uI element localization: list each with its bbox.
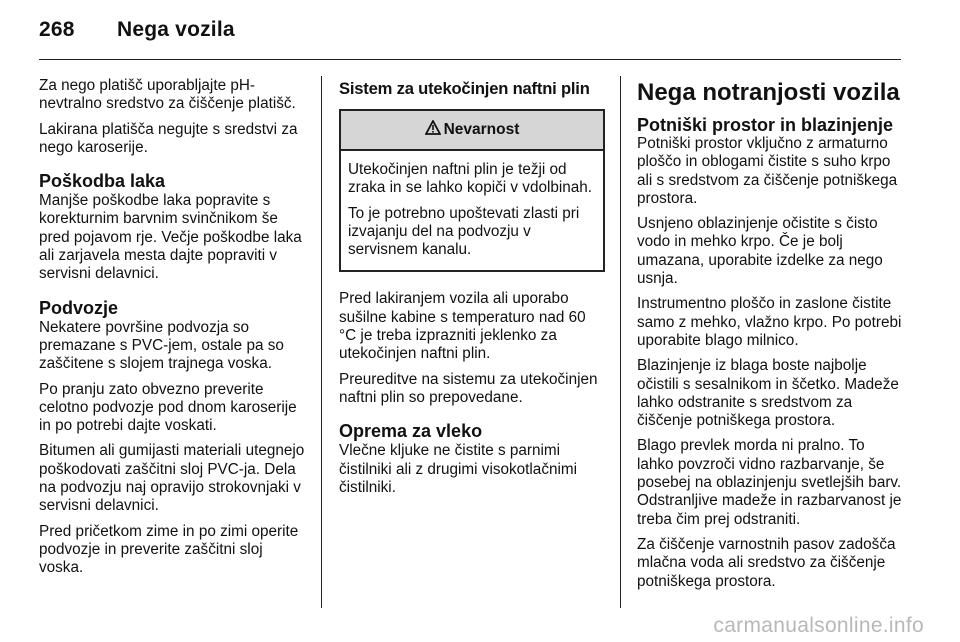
header-rule [39, 59, 901, 60]
paragraph: Bitumen ali gumijasti materiali utegnejo poškodovati zaščitni sloj PVC-ja. Dela na podvozju naj opravijo strokovnjaki v servisni delavnici. [39, 442, 305, 515]
section-heading-passenger-compartment: Potniški prostor in blazinjenje [637, 115, 894, 135]
paragraph: Za čiščenje varnostnih pasov zadošča mlačna voda ali sredstvo za čiščenje potniškega prostora. [637, 535, 896, 590]
warning-title: Nevarnost [443, 120, 520, 138]
paragraph: Pred pričetkom zime in po zimi operite podvozje in preverite zaščitni sloj voska. [39, 522, 299, 577]
warning-triangle-icon [425, 120, 441, 140]
paragraph: Lakirana platišča negujte s sredstvi za nego karoserije. [39, 120, 298, 156]
warning-body [341, 151, 603, 270]
column-2 [339, 79, 605, 504]
paragraph: Pred lakiranjem vozila ali uporabo sušilne kabine s temperaturo nad 60 °C je treba izprazniti jeklenko za utekočinjen naftni plin. [339, 290, 586, 363]
column-1 [39, 77, 305, 585]
warning-box [339, 109, 605, 272]
paragraph: Po pranju zato obvezno preverite celotno podvozje pod dnom karoserije in po potrebi dajte voskati. [39, 380, 297, 435]
paragraph: Za nego platišč uporabljajte pH-nevtralno sredstvo za čiščenje platišč. [39, 77, 296, 113]
paragraph: Instrumentno ploščo in zaslone čistite samo z mehko, vlažno krpo. Po potrebi uporabite blago milnico. [637, 295, 902, 349]
paragraph: Blago prevlek morda ni pralno. To lahko povzroči vidno razbarvanje, še posebej na oblazinjenju svetlejših barv. Odstranljive madeže in razbarvanost je treba čim prej odstraniti. [637, 437, 902, 528]
page-title: Nega vozila [117, 18, 235, 41]
paragraph: Nekatere površine podvozja so premazane s PVC-jem, ostale pa so zaščitene s slojem trajnega voska. [39, 318, 284, 373]
section-heading-towing-equipment: Oprema za vleko [339, 421, 483, 442]
paragraph: Blazinjenje iz blaga boste najbolje očistili s sesalnikom in ščetko. Madeže lahko odstranite s sredstvom za čiščenje potniškega prostora. [637, 357, 899, 430]
section-heading-underbody: Podvozje [39, 297, 119, 318]
column-divider [321, 76, 322, 608]
paragraph: Vlečne kljuke ne čistite s parnimi čistilniki ali z drugimi visokotlačnimi čistilniki. [339, 442, 578, 496]
paragraph: Preureditve na sistemu za utekočinjen naftni plin so prepovedane. [339, 370, 598, 406]
column-divider [620, 76, 621, 608]
warning-text: To je potrebno upoštevati zlasti pri izvajanju del na podvozju v servisnem kanalu. [348, 204, 580, 259]
watermark: carmanualsonline.info [713, 614, 924, 637]
chapter-heading-interior-care: Nega notranjosti vozila [637, 79, 900, 106]
column-3 [637, 79, 905, 598]
paragraph: Usnjeno oblazinjenje očistite s čisto vodo in mehko krpo. Če je bolj umazana, uporabite izdelke za nego usnja. [637, 215, 883, 288]
page-number: 268 [39, 18, 75, 41]
section-heading-lpg-system: Sistem za utekočinjen naftni plin [339, 79, 590, 98]
warning-text: Utekočinjen naftni plin je težji od zraka in se lahko kopiči v vdolbinah. [348, 161, 593, 197]
section-heading-paint-damage: Poškodba laka [39, 171, 166, 192]
warning-header [341, 111, 603, 151]
page-header [39, 18, 235, 42]
paragraph: Potniški prostor vključno z armaturno ploščo in oblogami čistite s suho krpo ali s sredstvom za čiščenje potniškega prostora. [637, 135, 898, 207]
paragraph: Manjše poškodbe laka popravite s korekturnim barvnim svinčnikom še pred pojavom rje. Večje poškodbe laka ali zarjavela mesta dajte popraviti v servisni delavnici. [39, 192, 302, 283]
